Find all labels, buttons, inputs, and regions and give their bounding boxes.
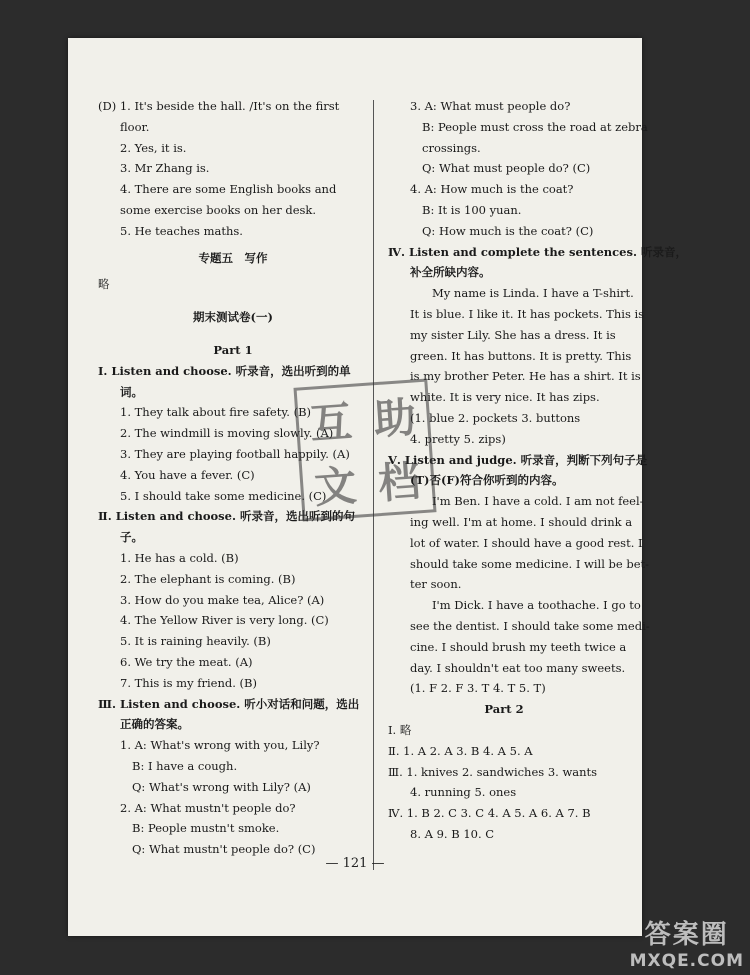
answer-line: 1. They talk about fire safety. (B) <box>120 405 312 420</box>
answer-line: 7. This is my friend. (B) <box>120 675 257 690</box>
watermark-logo-text: 答案圈 <box>644 920 729 950</box>
answer-line: 3. A: What must people do? <box>410 99 571 113</box>
answer-line: Ⅳ. 1. B 2. C 3. C 4. A 5. A 6. A 7. B <box>388 806 591 821</box>
question-heading: Ⅲ. Listen and choose. 听小对话和问题，选出 <box>98 696 360 711</box>
watermark-url: MXQE.COM <box>629 951 744 971</box>
question-heading: Ⅴ. Listen and judge. 听录音，判断下列句子是 <box>388 452 648 467</box>
answer-line: Q: How much is the coat? (C) <box>422 223 594 238</box>
stamp-char: 档 <box>376 456 422 509</box>
question-heading: Ⅱ. Listen and choose. 听录音，选出听到的句 <box>98 509 355 524</box>
answer-line: (1. blue 2. pockets 3. buttons <box>410 410 581 425</box>
answer-line: Ⅲ. 1. knives 2. sandwiches 3. wants <box>388 764 598 779</box>
question-heading: 子。 <box>120 530 143 545</box>
answer-line: 2. A: What mustn't people do? <box>120 800 296 815</box>
answer-line: B: It is 100 yuan. <box>422 202 522 217</box>
answer-line: 4. A: How much is the coat? <box>410 182 574 197</box>
passage-line: I'm Ben. I have a cold. I am not feel- <box>432 494 644 509</box>
text-line: 5. He teaches maths. <box>120 223 243 238</box>
passage-line: ing well. I'm at home. I should drink a <box>410 514 633 529</box>
text-line: 3. Mr Zhang is. <box>120 161 210 176</box>
text-line: (D) 1. It's beside the hall. /It's on the first <box>98 99 340 113</box>
answer-line: crossings. <box>422 140 481 155</box>
text-line: some exercise books on her desk. <box>120 202 317 217</box>
stamp-char: 助 <box>372 392 418 445</box>
answer-line: 3. They are playing football happily. (A) <box>120 446 350 461</box>
answer-line: 1. He has a cold. (B) <box>120 550 239 565</box>
answer-line: 4. pretty 5. zips) <box>410 431 506 446</box>
text-line: 略 <box>98 277 110 292</box>
answer-line: Q: What mustn't people do? (C) <box>132 842 316 857</box>
exam-title: 期末测试卷(一) <box>193 310 273 325</box>
passage-line: I'm Dick. I have a toothache. I go to <box>432 598 641 613</box>
page-number: — 121 — <box>325 856 385 871</box>
part-heading: Part 2 <box>484 702 524 717</box>
stamp-char: 互 <box>308 396 354 449</box>
question-heading: 正确的答案。 <box>120 717 189 732</box>
answer-line: 6. We try the meat. (A) <box>120 654 253 669</box>
passage-line: cine. I should brush my teeth twice a <box>410 639 627 654</box>
answer-line: B: I have a cough. <box>132 758 238 773</box>
answer-line: Q: What's wrong with Lily? (A) <box>132 779 311 794</box>
passage-line: see the dentist. I should take some medi- <box>410 618 650 633</box>
passage-line: my sister Lily. She has a dress. It is <box>410 327 616 342</box>
answer-line: B: People mustn't smoke. <box>132 821 280 836</box>
answer-line: 4. You have a fever. (C) <box>120 467 255 482</box>
passage-line: lot of water. I should have a good rest. I <box>410 535 643 550</box>
question-heading: (T)否(F)符合你听到的内容。 <box>410 473 564 488</box>
passage-line: should take some medicine. I will be bet- <box>410 556 650 571</box>
answer-line: 3. How do you make tea, Alice? (A) <box>120 592 325 607</box>
passage-line: green. It has buttons. It is pretty. This <box>410 348 632 363</box>
passage-line: ter soon. <box>410 577 462 592</box>
text-line: 4. There are some English books and <box>120 182 337 197</box>
answer-line: Ⅰ. 略 <box>388 722 412 737</box>
answer-line: Ⅱ. 1. A 2. A 3. B 4. A 5. A <box>388 743 533 758</box>
answer-line: (1. F 2. F 3. T 4. T 5. T) <box>410 681 546 696</box>
answer-line: 5. It is raining heavily. (B) <box>120 634 271 649</box>
section-heading: 专题五 写作 <box>198 250 268 265</box>
passage-line: white. It is very nice. It has zips. <box>410 390 600 405</box>
text-line: 2. Yes, it is. <box>120 140 187 155</box>
question-heading: 词。 <box>120 384 143 399</box>
question-heading: 补全所缺内容。 <box>410 265 491 280</box>
question-heading: Ⅰ. Listen and choose. 听录音，选出听到的单 <box>98 363 351 378</box>
stamp-char: 文 <box>312 460 359 513</box>
text-line: floor. <box>120 119 150 134</box>
answer-line: 4. The Yellow River is very long. (C) <box>120 613 329 628</box>
part-heading: Part 1 <box>213 342 253 357</box>
passage-line: My name is Linda. I have a T-shirt. <box>432 286 634 301</box>
stamp-seal <box>293 378 436 521</box>
passage-line: is my brother Peter. He has a shirt. It is <box>410 369 641 384</box>
answer-line: 5. I should take some medicine. (C) <box>120 488 327 503</box>
question-heading: Ⅳ. Listen and complete the sentences. 听录音， <box>388 244 687 259</box>
answer-line: 1. A: What's wrong with you, Lily? <box>120 738 320 753</box>
passage-line: It is blue. I like it. It has pockets. This is <box>410 306 645 321</box>
answer-line: Q: What must people do? (C) <box>422 161 591 176</box>
site-watermark <box>630 914 744 971</box>
answer-line: B: People must cross the road at zebra <box>422 119 648 134</box>
answer-line: 4. running 5. ones <box>410 785 517 800</box>
answer-line: 8. A 9. B 10. C <box>410 826 495 841</box>
answer-page <box>68 38 687 936</box>
answer-line: 2. The elephant is coming. (B) <box>120 571 296 586</box>
passage-line: day. I shouldn't eat too many sweets. <box>410 660 626 675</box>
answer-line: 2. The windmill is moving slowly. (A) <box>120 426 334 441</box>
